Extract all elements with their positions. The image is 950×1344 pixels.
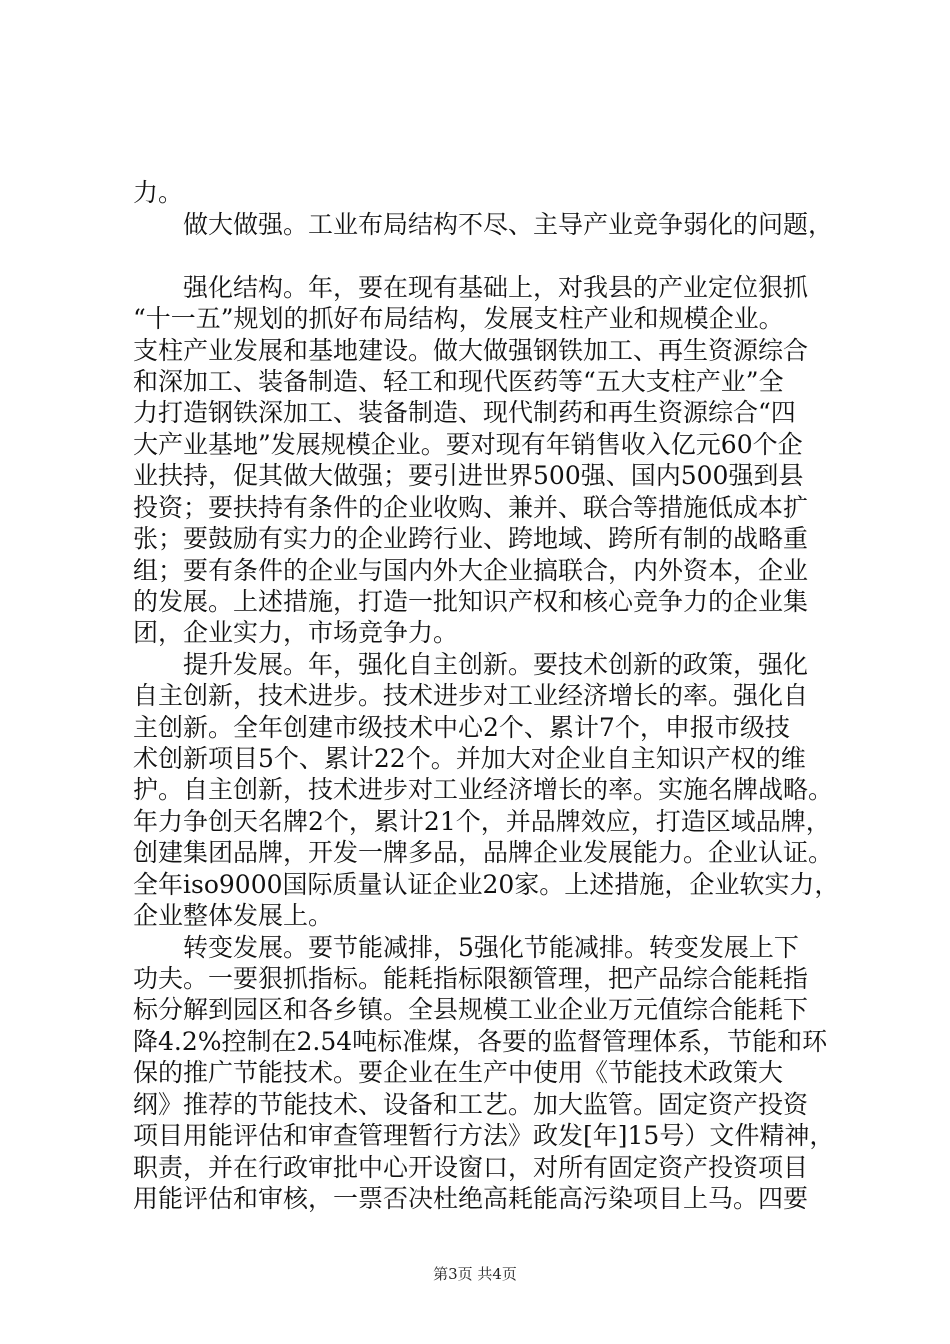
text-line: 支柱产业发展和基地建设。做大做强钢铁加工、再生资源综合 (133, 336, 809, 365)
text-line: 保的推广节能技术。要企业在生产中使用《节能技术政策大 (133, 1058, 784, 1087)
text-line: 降4.2%控制在2.54吨标准煤，各要的监督管理体系，节能和环 (133, 1027, 828, 1056)
text-line: 做大做强。工业布局结构不尽、主导产业竞争弱化的问题， (133, 210, 834, 239)
text-line: 职责，并在行政审批中心开设窗口，对所有固定资产投资项目 (133, 1153, 809, 1182)
text-line: 企业整体发展上。 (133, 901, 334, 930)
text-line: 张；要鼓励有实力的企业跨行业、跨地域、跨所有制的战略重 (133, 524, 809, 553)
text-line: 力。 (133, 178, 184, 207)
text-line: 护。自主创新，技术进步对工业经济增长的率。实施名牌战略。 (133, 775, 834, 804)
text-line: 项目用能评估和审查管理暂行方法》政发[年]15号）文件精神， (133, 1121, 835, 1150)
text-line: “十一五”规划的抓好布局结构，发展支柱产业和规模企业。 (133, 304, 784, 333)
text-line: 全年iso9000国际质量认证企业20家。上述措施，企业软实力， (133, 870, 840, 899)
page-footer: 第3页 共4页 (433, 1265, 517, 1283)
text-line: 强化结构。年，要在现有基础上，对我县的产业定位狠抓 (133, 273, 809, 302)
text-line: 转变发展。要节能减排，5强化节能减排。转变发展上下 (133, 933, 799, 962)
text-line: 团，企业实力，市场竞争力。 (133, 618, 459, 647)
text-line: 力打造钢铁深加工、装备制造、现代制药和再生资源综合“四 (133, 398, 796, 427)
text-line: 业扶持，促其做大做强；要引进世界500强、国内500强到县 (133, 461, 804, 490)
text-line: 术创新项目5个、累计22个。并加大对企业自主知识产权的维 (133, 744, 806, 773)
text-line: 功夫。一要狠抓指标。能耗指标限额管理，把产品综合能耗指 (133, 964, 809, 993)
text-line: 的发展。上述措施，打造一批知识产权和核心竞争力的企业集 (133, 587, 809, 616)
text-line: 投资；要扶持有条件的企业收购、兼并、联合等措施低成本扩 (133, 493, 809, 522)
text-line: 年力争创天名牌2个，累计21个，并品牌效应，打造区域品牌， (133, 807, 831, 836)
text-line: 自主创新，技术进步。技术进步对工业经济增长的率。强化自 (133, 681, 809, 710)
text-line: 纲》推荐的节能技术、设备和工艺。加大监管。固定资产投资 (133, 1090, 809, 1119)
text-line: 大产业基地”发展规模企业。要对现有年销售收入亿元60个企 (133, 430, 803, 459)
text-line: 标分解到园区和各乡镇。全县规模工业企业万元值综合能耗下 (133, 995, 809, 1024)
text-line: 和深加工、装备制造、轻工和现代医药等“五大支柱产业”全 (133, 367, 784, 396)
text-line: 提升发展。年，强化自主创新。要技术创新的政策，强化 (133, 650, 809, 679)
text-line: 创建集团品牌，开发一牌多品，品牌企业发展能力。企业认证。 (133, 838, 834, 867)
text-line: 用能评估和审核，一票否决杜绝高耗能高污染项目上马。四要 (133, 1184, 809, 1213)
text-line: 主创新。全年创建市级技术中心2个、累计7个，申报市级技 (133, 713, 790, 742)
text-line: 组；要有条件的企业与国内外大企业搞联合，内外资本，企业 (133, 556, 809, 585)
